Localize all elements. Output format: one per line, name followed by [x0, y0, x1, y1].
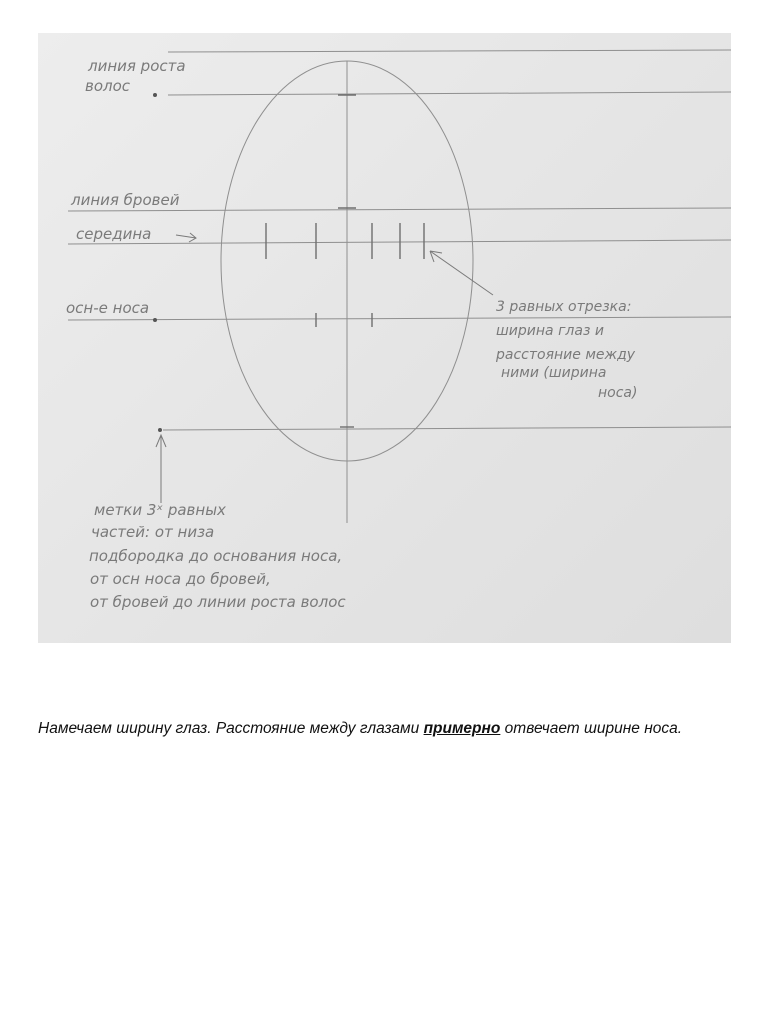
label-segments-1: 3 равных отрезка: [496, 299, 632, 315]
chin-dot [158, 428, 162, 432]
caption-part-1: Намечаем ширину глаз. Расстояние между глазами [38, 719, 424, 737]
hairline-guide-line [168, 92, 731, 95]
label-marks-1: метки 3ˣ равных [94, 501, 226, 519]
hairline-dot [153, 93, 157, 97]
caption-part-2: отвечает ширине носа. [500, 719, 683, 737]
top-guide-line [168, 50, 731, 52]
label-brow-line: линия бровей [71, 191, 180, 209]
middle-arrow [176, 233, 196, 242]
nose-base-guide-line [68, 317, 731, 320]
face-construction-sketch [38, 33, 731, 643]
label-hairline-2: волос [85, 77, 131, 95]
label-hairline-1: линия роста [88, 57, 186, 75]
caption-emphasis: примерно [423, 719, 501, 737]
label-segments-4: ними (ширина [501, 365, 607, 381]
label-marks-2: частей: от низа [91, 523, 215, 541]
label-marks-3: подбородка до основания носа, [89, 547, 343, 565]
label-middle: середина [76, 225, 152, 243]
segments-arrow [430, 251, 493, 295]
chin-guide-line [163, 427, 731, 430]
label-segments-3: расстояние между [496, 347, 636, 363]
label-nose-base: осн-е носа [66, 299, 150, 317]
label-segments-2: ширина глаз и [496, 323, 604, 339]
label-segments-5: носа) [598, 385, 638, 401]
marks-arrow [156, 435, 166, 503]
pencil-sketch-photo [38, 33, 731, 643]
figure-caption [38, 716, 731, 742]
label-marks-5: от бровей до линии роста волос [90, 593, 346, 611]
label-marks-4: от осн носа до бровей, [90, 570, 271, 588]
nose-base-dot [153, 318, 157, 322]
